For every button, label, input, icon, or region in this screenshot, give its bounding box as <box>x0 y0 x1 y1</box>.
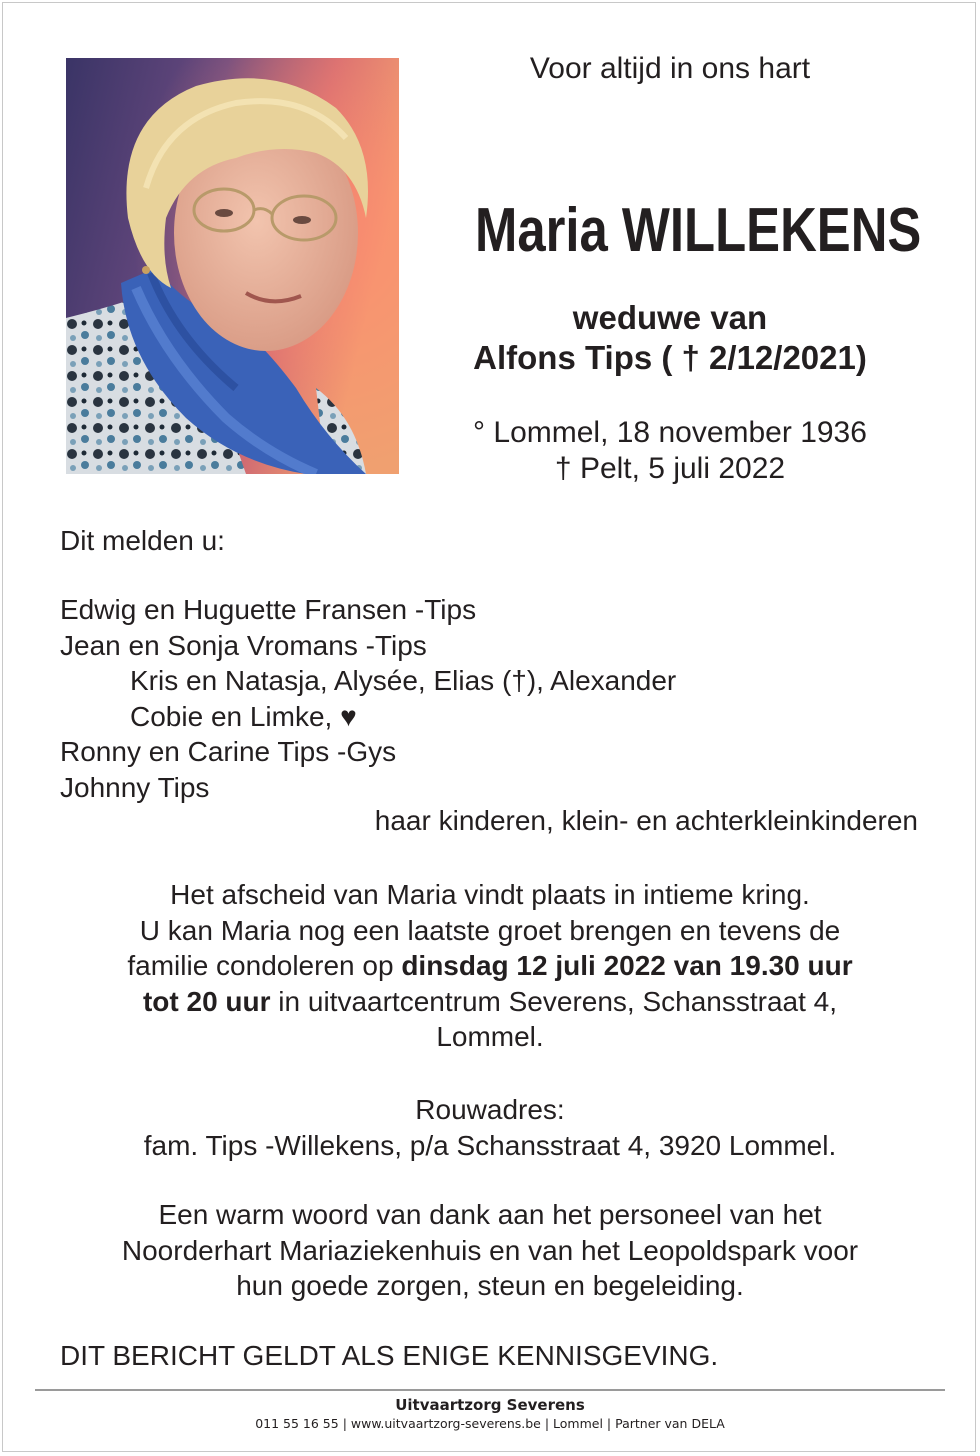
thanks-paragraph <box>60 1197 920 1304</box>
farewell-text: in uitvaartcentrum Severens, Schansstraat 4, <box>270 985 838 1017</box>
family-member: Jean en Sonja Vromans -Tips <box>60 629 427 661</box>
thanks-line: Een warm woord van dank aan het personeel van het <box>158 1199 822 1230</box>
tagline: Voor altijd in ons hart <box>529 52 811 85</box>
family-relation: haar kinderen, klein- en achterkleinkinderen <box>374 805 918 836</box>
portrait-photo <box>66 58 399 474</box>
family-member: Johnny Tips <box>60 771 210 803</box>
thanks-line: Noorderhart Mariaziekenhuis en van het Leopoldspark voor <box>121 1234 859 1266</box>
funeral-home-contact: 011 55 16 55 | www.uitvaartzorg-severens.be | Lommel | Partner van DELA <box>255 1416 725 1431</box>
farewell-line: U kan Maria nog een laatste groet brengen en tevens de <box>139 914 841 946</box>
family-list <box>60 592 676 805</box>
thanks-line: hun goede zorgen, steun en begeleiding. <box>236 1270 744 1301</box>
spouse-label: weduwe van <box>572 299 768 336</box>
birth-date: ° Lommel, 18 november 1936 <box>473 416 867 449</box>
mourning-address <box>60 1092 920 1163</box>
life-dates <box>440 415 900 487</box>
death-date: † Pelt, 5 juli 2022 <box>554 452 786 485</box>
footer-divider <box>35 1389 945 1391</box>
spouse-info <box>440 298 900 378</box>
farewell-text: familie condoleren op <box>127 950 402 981</box>
visitation-date: dinsdag 12 juli 2022 van 19.30 uur <box>401 950 853 981</box>
farewell-paragraph <box>60 877 920 1055</box>
family-member: Cobie en Limke, ♥ <box>130 700 357 732</box>
family-member: Edwig en Huguette Fransen -Tips <box>60 594 477 625</box>
family-member: Kris en Natasja, Alysée, Elias (†), Alexander <box>130 665 677 696</box>
notice-statement: DIT BERICHT GELDT ALS ENIGE KENNISGEVING. <box>60 1340 719 1371</box>
farewell-line: Lommel. <box>436 1021 544 1052</box>
funeral-home-name: Uitvaartzorg Severens <box>395 1396 585 1414</box>
announcement-intro: Dit melden u: <box>60 525 225 556</box>
deceased-name: Maria WILLEKENS <box>475 196 922 265</box>
farewell-line: Het afscheid van Maria vindt plaats in intieme kring. <box>170 879 810 910</box>
visitation-end-time: tot 20 uur <box>142 985 271 1017</box>
farewell-line <box>60 984 920 1020</box>
address-label: Rouwadres: <box>415 1094 565 1125</box>
family-member: Ronny en Carine Tips -Gys <box>60 736 397 767</box>
farewell-line <box>60 948 920 984</box>
spouse-name: Alfons Tips ( † 2/12/2021) <box>473 339 867 376</box>
address-value: fam. Tips -Willekens, p/a Schansstraat 4, 3920 Lommel. <box>143 1129 837 1161</box>
